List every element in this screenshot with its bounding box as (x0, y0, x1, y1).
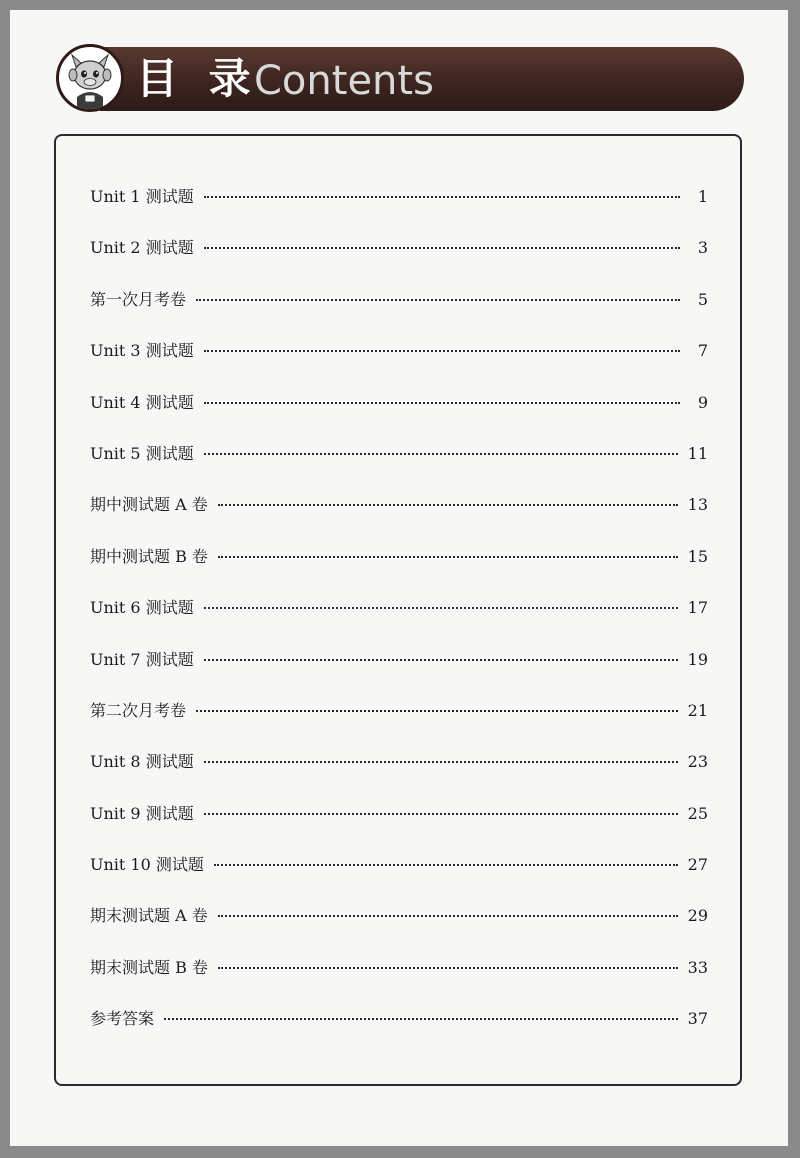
toc-entry[interactable] (90, 227, 708, 278)
toc-entry-label: Unit 2 测试题 (90, 238, 194, 258)
toc-entry-label: 期末测试题 B 卷 (90, 957, 208, 977)
toc-leader-dots (214, 864, 678, 866)
page-title-english: Contents (254, 58, 434, 104)
toc-leader-dots (204, 761, 678, 763)
toc-entry-label: Unit 4 测试题 (90, 392, 194, 412)
toc-leader-dots (218, 967, 678, 969)
toc-entry-page: 11 (687, 443, 708, 463)
toc-entry[interactable] (90, 484, 708, 535)
toc-entry-page: 13 (687, 495, 708, 515)
toc-entry-page: 7 (697, 341, 708, 361)
toc-entry[interactable] (90, 330, 708, 381)
toc-entry-label: Unit 9 测试题 (90, 803, 194, 823)
toc-entry-label: Unit 1 测试题 (90, 187, 194, 206)
toc-entry[interactable] (90, 587, 708, 638)
toc-entry-label: 期末测试题 A 卷 (90, 906, 208, 926)
toc-entry[interactable] (90, 279, 708, 330)
toc-entry-label: 期中测试题 B 卷 (90, 546, 208, 566)
toc-entry[interactable] (90, 536, 708, 587)
toc-entry-page: 23 (687, 752, 708, 772)
toc-entry-label: Unit 7 测试题 (90, 649, 194, 669)
toc-leader-dots (204, 659, 678, 661)
toc-leader-dots (196, 710, 678, 712)
toc-leader-dots (164, 1018, 678, 1020)
toc-entry-page: 9 (697, 392, 708, 412)
toc-entry-page: 5 (697, 289, 708, 309)
toc-entry[interactable] (90, 793, 708, 844)
toc-entry-page: 21 (687, 700, 708, 720)
toc-entry[interactable] (90, 947, 708, 998)
toc-entry-label: 期中测试题 A 卷 (90, 495, 208, 515)
toc-entry[interactable] (90, 639, 708, 690)
toc-leader-dots (218, 915, 678, 917)
toc-entry-label: Unit 6 测试题 (90, 598, 194, 618)
toc-entry-page: 17 (687, 598, 708, 618)
dragon-mascot-icon (56, 44, 124, 112)
toc-leader-dots (218, 556, 678, 558)
toc-leader-dots (196, 299, 680, 301)
toc-leader-dots (204, 350, 680, 352)
toc-entry-page: 25 (687, 803, 708, 823)
toc-entry-label: Unit 10 测试题 (90, 855, 204, 875)
toc-entry-label: 第一次月考卷 (90, 289, 187, 309)
toc-entry-label: Unit 3 测试题 (90, 341, 194, 361)
toc-leader-dots (204, 453, 678, 455)
toc-entry-page: 29 (687, 906, 708, 926)
toc-entry-page: 33 (687, 957, 708, 977)
toc-entry-page: 3 (697, 238, 708, 258)
toc-entry[interactable] (90, 895, 708, 946)
toc-entry-page: 27 (687, 855, 708, 875)
toc-leader-dots (204, 402, 680, 404)
toc-entry[interactable] (90, 382, 708, 433)
toc-entry[interactable] (90, 433, 708, 484)
toc-leader-dots (204, 196, 680, 198)
toc-entry[interactable] (90, 844, 708, 895)
toc-entry[interactable] (90, 998, 708, 1049)
toc-entry-label: Unit 5 测试题 (90, 443, 194, 463)
toc-leader-dots (204, 813, 678, 815)
table-of-contents (90, 176, 708, 1050)
toc-entry-label: 第二次月考卷 (90, 700, 187, 720)
toc-entry-page: 1 (697, 187, 708, 206)
page-title: 目 录 (136, 54, 259, 103)
toc-entry[interactable] (90, 690, 708, 741)
toc-leader-dots (218, 504, 678, 506)
toc-entry-page: 15 (687, 546, 708, 566)
toc-leader-dots (204, 247, 680, 249)
toc-leader-dots (204, 607, 678, 609)
toc-entry-page: 19 (687, 649, 708, 669)
toc-entry-label: 参考答案 (90, 1009, 155, 1029)
toc-entry[interactable] (90, 741, 708, 792)
toc-entry-label: Unit 8 测试题 (90, 752, 194, 772)
toc-entry-page: 37 (687, 1009, 708, 1029)
toc-entry[interactable] (90, 176, 708, 227)
